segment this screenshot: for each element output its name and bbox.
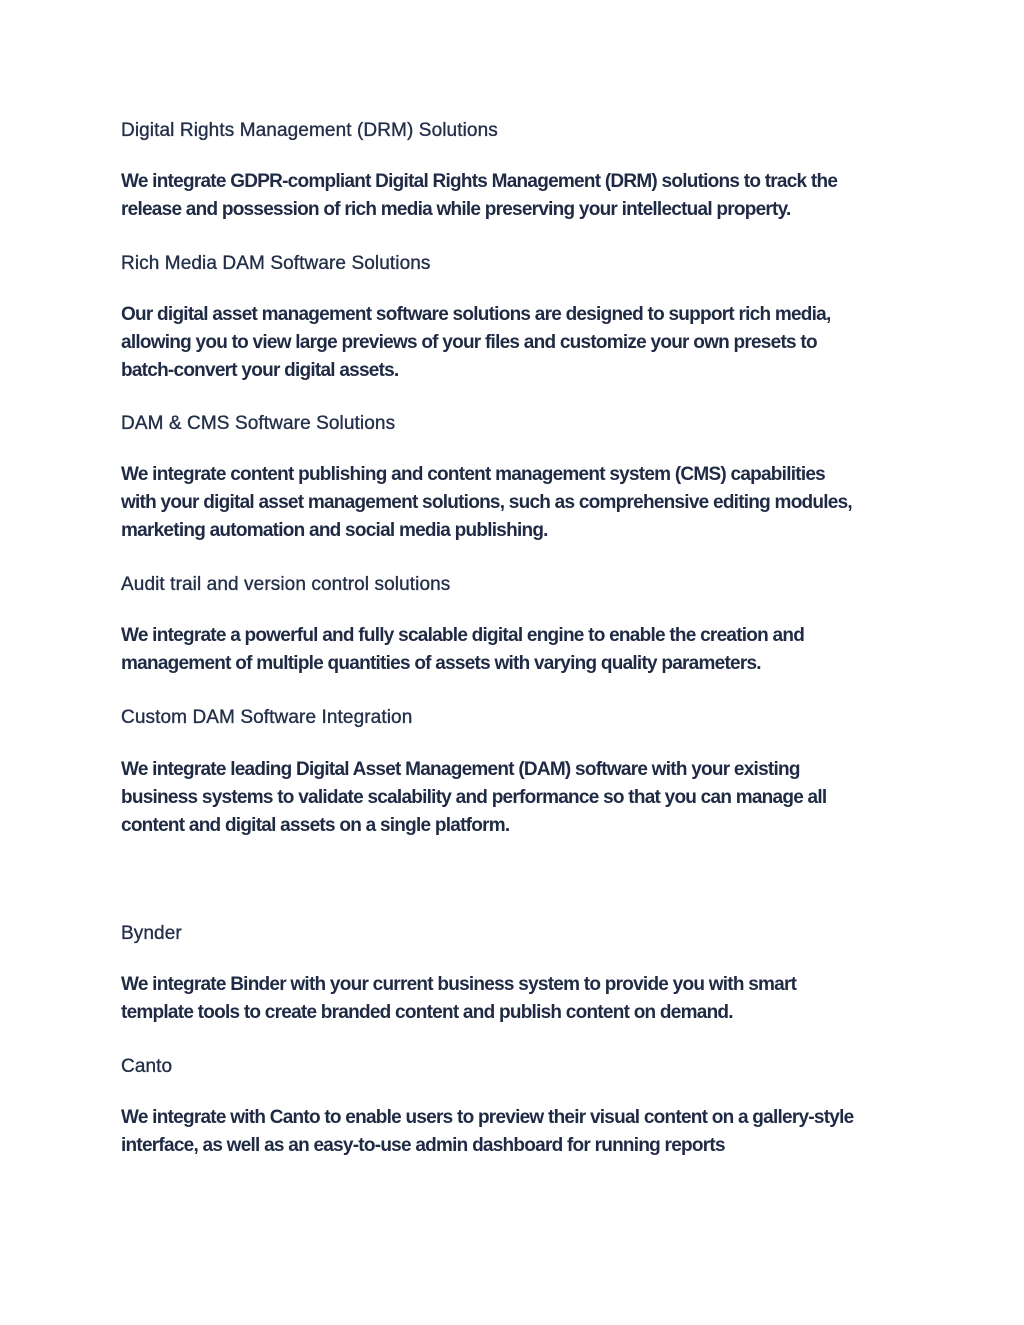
- body-line: We integrate GDPR-compliant Digital Rights Management (DRM) solutions to track the: [121, 171, 838, 192]
- section-heading-audit-trail: Audit trail and version control solutions: [121, 574, 451, 595]
- body-line: We integrate a powerful and fully scalable digital engine to enable the creation and: [121, 625, 805, 646]
- body-line: We integrate leading Digital Asset Management (DAM) software with your existing: [121, 759, 800, 780]
- section-heading-bynder: Bynder: [121, 923, 182, 944]
- body-line: management of multiple quantities of assets with varying quality parameters.: [121, 653, 761, 674]
- body-line: interface, as well as an easy-to-use admin dashboard for running reports: [121, 1135, 725, 1156]
- body-line: with your digital asset management solutions, such as comprehensive editing modules,: [121, 492, 852, 513]
- section-body-drm: [121, 168, 891, 224]
- section-heading-custom-dam: Custom DAM Software Integration: [121, 707, 413, 728]
- section-heading-canto: Canto: [121, 1056, 173, 1077]
- body-line: content and digital assets on a single platform.: [121, 815, 510, 836]
- section-heading-rich-media: Rich Media DAM Software Solutions: [121, 253, 431, 274]
- section-body-canto: [121, 1104, 891, 1160]
- body-line: marketing automation and social media publishing.: [121, 520, 548, 541]
- body-line: We integrate with Canto to enable users to preview their visual content on a gallery-style: [121, 1107, 854, 1128]
- section-body-custom-dam: [121, 756, 891, 840]
- body-line: template tools to create branded content and publish content on demand.: [121, 1002, 733, 1023]
- section-heading-dam-cms: DAM & CMS Software Solutions: [121, 413, 396, 434]
- body-line: We integrate Binder with your current business system to provide you with smart: [121, 974, 797, 995]
- body-line: business systems to validate scalability and performance so that you can manage all: [121, 787, 827, 808]
- body-line: release and possession of rich media while preserving your intellectual property.: [121, 199, 791, 220]
- section-body-rich-media: [121, 301, 891, 385]
- body-line: Our digital asset management software solutions are designed to support rich media,: [121, 304, 831, 325]
- section-body-bynder: [121, 971, 891, 1027]
- body-line: batch-convert your digital assets.: [121, 360, 399, 381]
- section-body-dam-cms: [121, 461, 891, 545]
- body-line: We integrate content publishing and content management system (CMS) capabilities: [121, 464, 825, 485]
- section-heading-drm: Digital Rights Management (DRM) Solutions: [121, 120, 498, 141]
- section-body-audit-trail: [121, 622, 891, 678]
- body-line: allowing you to view large previews of your files and customize your own presets to: [121, 332, 817, 353]
